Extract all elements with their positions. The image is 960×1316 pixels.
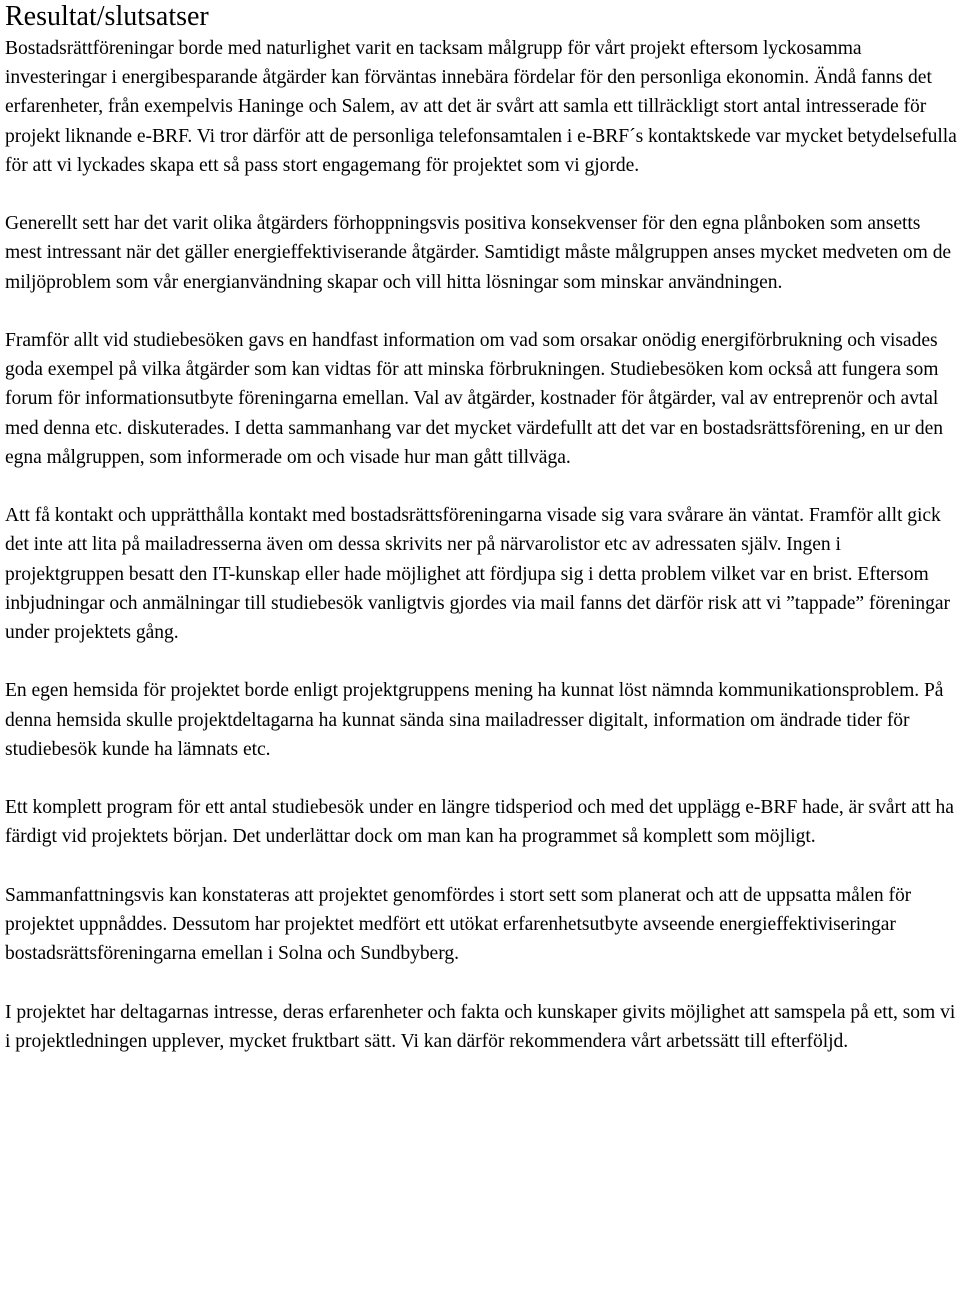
section-heading: Resultat/slutsatser — [5, 1, 209, 32]
paragraph-4: Att få kontakt och upprätthålla kontakt med bostadsrättsföreningarna visade sig vara svårare än väntat. Framför allt gick det inte att lita på mailadresserna även om dessa skrivits ner på närvarolistor etc av adressaten själv. Ingen i projektgruppen besatt den IT-kunskap eller hade möjlighet att fördjupa sig i detta problem vilket var en brist. Eftersom inbjudningar och anmälningar till studiebesök vanligtvis gjordes via mail fanns det därför risk att vi ”tappade” föreningar under projektets gång. — [5, 505, 950, 644]
paragraph-2: Generellt sett har det varit olika åtgärders förhoppningsvis positiva konsekvenser för den egna plånboken som ansetts mest intressant när det gäller energieffektiviserande åtgärder. Samtidigt måste målgruppen anses mycket medveten om de miljöproblem som vår energianvändning skapar och vill hitta lösningar som minskar användningen. — [5, 213, 952, 293]
paragraph-3: Framför allt vid studiebesöken gavs en handfast information om vad som orsakar onödig energiförbrukning och visades goda exempel på vilka åtgärder som kan vidtas för att minska förbrukningen. Studiebesöken kom också att fungera som forum för informationsutbyte föreningarna emellan. Val av åtgärder, kostnader för åtgärder, val av entreprenör och avtal med denna etc. diskuterades. I detta sammanhang var det mycket värdefullt att det var en bostadsrättsförening, en ur den egna målgruppen, som informerade om och visade hur man gått tillväga. — [5, 330, 943, 468]
paragraph-6: Ett komplett program för ett antal studiebesök under en längre tidsperiod och med det upplägg e-BRF hade, är svårt att ha färdigt vid projektets början. Det underlättar dock om man kan ha programmet så komplett som möjligt. — [5, 797, 954, 848]
paragraph-8: I projektet har deltagarnas intresse, deras erfarenheter och fakta och kunskaper givits möjlighet att samspela på ett, som vi i projektledningen upplever, mycket fruktbart sätt. Vi kan därför rekommendera vårt arbetssätt till efterföljd. — [5, 1001, 956, 1052]
document-page — [5, 0, 957, 1056]
paragraph-1: Bostadsrättföreningar borde med naturlighet varit en tacksam målgrupp för vårt projekt eftersom lyckosamma investeringar i energibesparande åtgärder kan förväntas innebära fördelar för den personliga ekonomin. Ändå fanns det erfarenheter, från exempelvis Haninge och Salem, av att det är svårt att samla ett tillräckligt stort antal intresserade för projekt liknande e-BRF. Vi tror därför att de personliga telefonsamtalen i e-BRF´s kontaktskede var mycket betydelsefulla för att vi lyckades skapa ett så pass stort engagemang för projektet som vi gjorde. — [5, 38, 957, 176]
paragraph-7: Sammanfattningsvis kan konstateras att projektet genomfördes i stort sett som planerat och att de uppsatta målen för projektet uppnåddes. Dessutom har projektet medfört ett utökat erfarenhetsutbyte avseende energieffektiviseringar bostadsrättsföreningarna emellan i Solna och Sundbyberg. — [5, 884, 912, 965]
paragraph-5: En egen hemsida för projektet borde enligt projektgruppens mening ha kunnat löst nämnda kommunikationsproblem. På denna hemsida skulle projektdeltagarna ha kunnat sända sina mailadresser digitalt, information om ändrade tider för studiebesök kunde ha lämnats etc. — [5, 680, 944, 760]
